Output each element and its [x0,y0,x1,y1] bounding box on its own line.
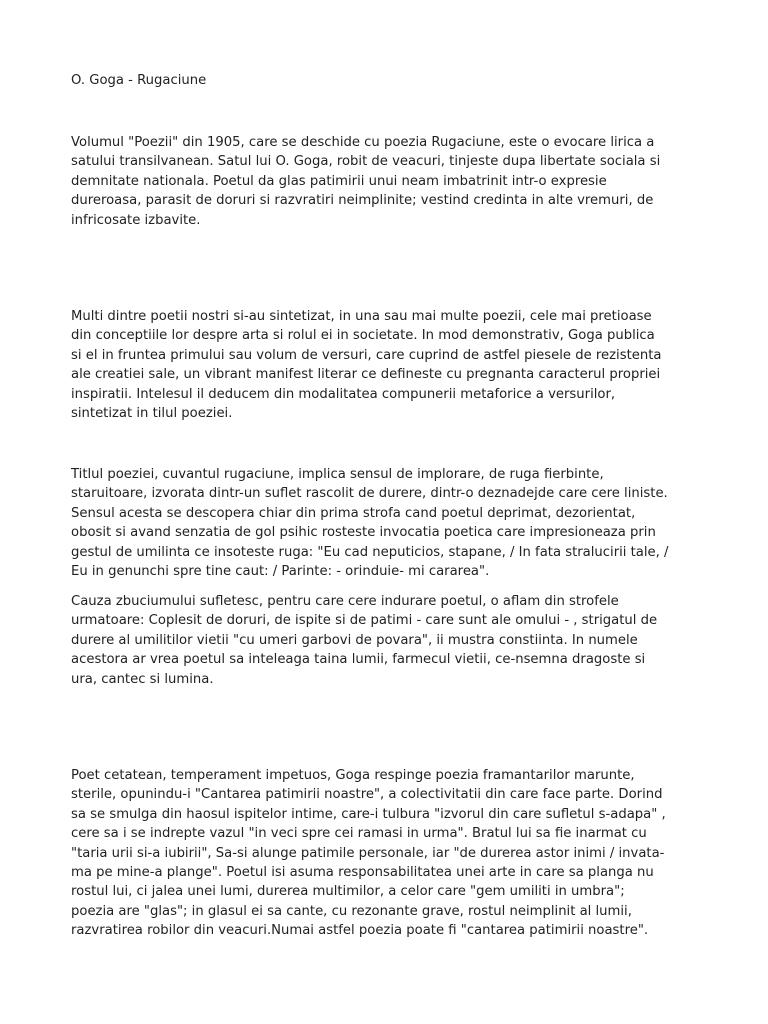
paragraph-1: Volumul "Poezii" din 1905, care se deschide cu poezia Rugaciune, este o evocare lirica a satului transilvanean. Satul lui O. Goga, robit de veacuri, tinjeste dupa libertate sociala si demnitate nationala. Poetul da glas patimirii unui neam imbatrinit intr-o expresie dureroasa, parasit de doruri si razvratiri neimplinite; vestind credinta in alte vremuri, de infricosate izbavite. [71,135,661,228]
paragraph-5: Poet cetatean, temperament impetuos, Goga respinge poezia framantarilor marunte, sterile, opunindu-i "Cantarea patimirii noastre", a colectivitatii din care face parte. Dorind sa se smulga din haosul ispitelor intime, care-i tulbura "izvorul din care sufletul s-adapa" , cere sa i se indrepte vazul "in veci spre cei ramasi in urma". Bratul lui sa fie inarmat cu "taria urii si-a iubirii", Sa-si alunge patimile personale, iar "de durerea astor inimi / invata- ma pe mine-a plange". Poetul isi asuma responsabilitatea unei arte in care sa planga nu rostul lui, ci jalea unei lumi, durerea multimilor, a celor care "gem umiliti in umbra"; poezia are "glas"; in glasul ei sa cante, cu rezonante grave, rostul neimplinit al lumii, razvratirea robilor din veacuri.Numai astfel poezia poate fi "cantarea patimirii noastre". [71,768,666,939]
paragraph-4: Cauza zbuciumului sufletesc, pentru care cere indurare poetul, o aflam din strofele urmatoare: Coplesit de doruri, de ispite si de patimi - care sunt ale omului - , strigatul de durere al umilitilor vietii "cu umeri garbovi de povara", ii mustra constiinta. In numele acestora ar vrea poetul sa inteleaga taina lumii, farmecul vietii, ce-nsemna dragoste si ura, cantec si lumina. [71,594,658,687]
paragraph-2: Multi dintre poetii nostri si-au sintetizat, in una sau mai multe poezii, cele mai pretioase din conceptiile lor despre arta si rolul ei in societate. In mod demonstrativ, Goga publica si el in fruntea primului sau volum de versuri, care cuprind de astfel piesele de rezistenta ale creatiei sale, un vibrant manifest literar ce defineste cu pregnanta caracterul propriei inspiratii. Intelesul il deducem din modalitatea compunerii metaforice a versurilor, sintetizat in tilul poeziei. [71,309,662,422]
paragraph-3: Titlul poeziei, cuvantul rugaciune, implica sensul de implorare, de ruga fierbinte, staruitoare, izvorata dintr-un suflet rascolit de durere, dintr-o deznadejde care cere liniste. Sensul acesta se descopera chiar din prima strofa cand poetul deprimat, dezorientat, obosit si avand senzatia de gol psihic rosteste invocatia poetica care impresioneaza prin gestul de umilinta ce insoteste ruga: "Eu cad neputicios, stapane, / In fata stralucirii tale, / Eu in genunchi spre tine caut: / Parinte: - orinduie- mi cararea". [71,467,669,580]
document-title: O. Goga - Rugaciune [71,73,207,88]
